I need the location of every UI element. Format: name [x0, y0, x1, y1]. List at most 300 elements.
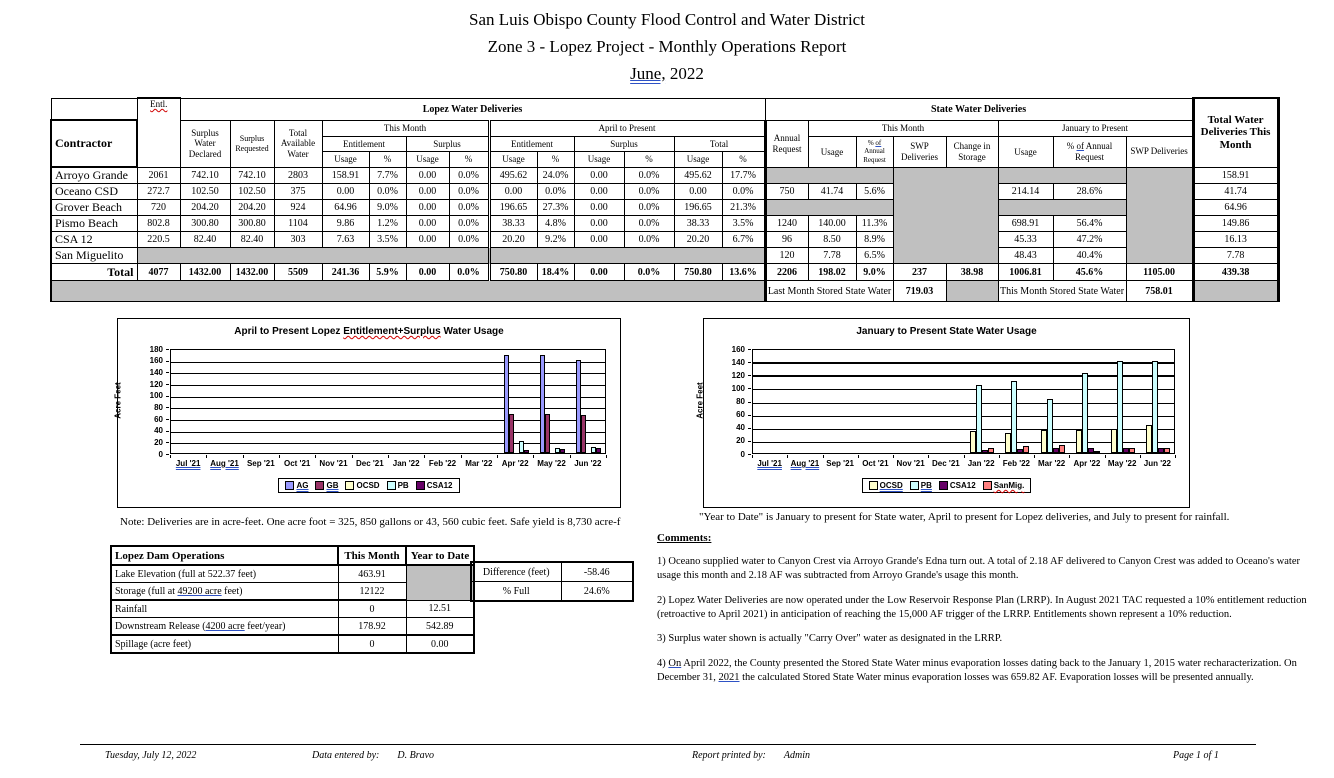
x-tick-mark — [1175, 455, 1176, 458]
y-tick-mark — [166, 431, 169, 432]
plot-area — [170, 349, 606, 454]
cell: 45.6% — [1053, 264, 1126, 281]
deliveries-note: Note: Deliveries are in acre-feet. One acre foot = 325, 850 gallons or 43, 560 cubic feet. Safe yield is 8,730 acre-f — [120, 516, 621, 528]
table-row — [51, 120, 1278, 136]
cell: 0 — [338, 600, 406, 618]
text-segment: Annual Request — [863, 147, 886, 164]
cell: Spillage (acre feet) — [111, 635, 338, 653]
chart-bar — [1094, 451, 1100, 453]
text-segment: Downstream Release ( — [115, 620, 206, 632]
dam-difference-table — [470, 561, 634, 602]
text-segment: Water Usage — [440, 326, 504, 337]
y-tick-mark — [166, 349, 169, 350]
x-axis-label-text: May '22 — [1107, 459, 1137, 468]
y-tick-label: 0 — [740, 449, 745, 459]
x-axis-label-text: Apr '22 — [1073, 459, 1101, 468]
cell: 27.3% — [537, 200, 574, 216]
table-row — [51, 216, 1278, 232]
text-segment: feet) — [221, 585, 243, 597]
x-axis-label-text: Sep '21 — [246, 459, 275, 468]
cell: 41.74 — [1193, 184, 1278, 200]
cell: 0.00 — [574, 264, 624, 281]
cell: -58.46 — [561, 562, 633, 582]
cell: 82.40 — [230, 232, 274, 248]
cell: CSA 12 — [51, 232, 137, 248]
cell: Pismo Beach — [51, 216, 137, 232]
cell: 0.0% — [449, 216, 489, 232]
chart-bar — [1011, 381, 1017, 453]
legend-swatch — [285, 481, 294, 490]
cell — [1126, 167, 1193, 264]
cell — [998, 167, 1126, 184]
x-tick-mark — [858, 455, 859, 458]
legend-item — [285, 481, 308, 490]
cell: Change in Storage — [946, 136, 998, 167]
cell — [946, 281, 998, 302]
cell: Last Month Stored State Water — [765, 281, 893, 302]
cell: SWP Deliveries — [893, 136, 946, 167]
gridline — [753, 416, 1174, 417]
cell: 0.0% — [624, 264, 674, 281]
cell: 0.00 — [406, 200, 449, 216]
cell: 742.10 — [230, 167, 274, 184]
chart-bar — [1164, 448, 1170, 453]
cell: 140.00 — [808, 216, 856, 232]
cell: 102.50 — [230, 184, 274, 200]
comment-item — [657, 657, 1324, 685]
cell: 0.0% — [449, 200, 489, 216]
comments-heading: Comments: — [657, 532, 712, 544]
x-axis-label-text: May '22 — [537, 459, 566, 468]
x-axis-label — [999, 459, 1034, 468]
y-tick-mark — [748, 428, 751, 429]
y-axis-title: Acre Feet — [695, 381, 705, 419]
chart-bar — [1047, 399, 1053, 453]
cell: % — [722, 151, 765, 167]
table-row — [51, 232, 1278, 248]
cell: 9.0% — [856, 264, 893, 281]
x-axis-label-text: Sep '21 — [826, 459, 854, 468]
cell: 1240 — [765, 216, 808, 232]
y-tick-mark — [166, 407, 169, 408]
y-tick-mark — [748, 402, 751, 403]
text-segment: 2021 — [718, 672, 740, 684]
cell: Usage — [574, 151, 624, 167]
cell: 64.96 — [322, 200, 369, 216]
footer-printed-label: Report printed by: — [692, 750, 766, 761]
cell: 0.0% — [624, 216, 674, 232]
plot-area — [752, 349, 1175, 454]
cell: Lopez Dam Operations — [111, 546, 338, 565]
x-axis-label-text: Jul '21 — [175, 459, 201, 468]
x-axis-label-text: Feb '22 — [1002, 459, 1030, 468]
cell: San Miguelito — [51, 248, 137, 264]
cell: 7.78 — [1193, 248, 1278, 264]
y-tick-mark — [166, 419, 169, 420]
x-tick-mark — [752, 455, 753, 458]
x-axis-label — [787, 459, 822, 468]
x-axis-label-text: Mar '22 — [465, 459, 493, 468]
cell: 0.00 — [574, 232, 624, 248]
table-row — [51, 200, 1278, 216]
cell: 0.0% — [449, 167, 489, 184]
legend-label: PB — [397, 481, 409, 490]
cell: 198.02 — [808, 264, 856, 281]
x-tick-mark — [461, 455, 462, 458]
x-axis-label — [461, 459, 497, 468]
cell: 2803 — [274, 167, 322, 184]
cell — [137, 248, 489, 264]
cell: 0.0% — [624, 232, 674, 248]
comment-item — [657, 594, 1324, 622]
y-tick-label: 100 — [149, 391, 163, 401]
cell: 20.20 — [489, 232, 537, 248]
chart-bar — [596, 448, 601, 453]
comments-list — [657, 555, 1324, 685]
cell — [893, 167, 998, 264]
cell: 5.6% — [856, 184, 893, 200]
cell: Total Available Water — [274, 120, 322, 167]
x-axis-label-text: Nov '21 — [896, 459, 925, 468]
cell: 1105.00 — [1126, 264, 1193, 281]
cell: Usage — [674, 151, 722, 167]
cell — [489, 248, 765, 264]
cell: Usage — [998, 136, 1053, 167]
y-tick-mark — [748, 388, 751, 389]
cell: 38.98 — [946, 264, 998, 281]
cell: % — [449, 151, 489, 167]
cell: 13.6% — [722, 264, 765, 281]
table-row — [51, 167, 1278, 184]
cell: 1432.00 — [230, 264, 274, 281]
chart-bar — [560, 449, 565, 453]
cell: 4.8% — [537, 216, 574, 232]
deliveries-table — [50, 97, 1280, 302]
cell: 40.4% — [1053, 248, 1126, 264]
legend-item — [387, 481, 409, 490]
x-axis-label — [533, 459, 569, 468]
text-segment: % — [867, 139, 876, 148]
footer-divider — [80, 744, 1256, 745]
y-tick-mark — [748, 415, 751, 416]
cell: 204.20 — [230, 200, 274, 216]
cell: Usage — [808, 136, 856, 167]
cell: 178.92 — [338, 618, 406, 636]
title-line-2: Zone 3 - Lopez Project - Monthly Operations Report — [487, 37, 847, 56]
cell: 82.40 — [180, 232, 230, 248]
cell: Total Water Deliveries This Month — [1193, 98, 1278, 167]
x-axis-label-text: Oct '21 — [283, 459, 311, 468]
cell: 0.00 — [489, 184, 537, 200]
cell: 0.0% — [449, 184, 489, 200]
legend-swatch — [416, 481, 425, 490]
chart-legend — [704, 478, 1189, 493]
text-segment: 4200 acre — [205, 620, 245, 632]
cell: 742.10 — [180, 167, 230, 184]
x-tick-mark — [606, 455, 607, 458]
text-segment: % — [1066, 141, 1077, 152]
cell — [856, 136, 893, 167]
cell: Grover Beach — [51, 200, 137, 216]
x-axis-label — [352, 459, 388, 468]
x-axis-label-text: Feb '22 — [428, 459, 457, 468]
cell: 2061 — [137, 167, 180, 184]
cell: SWP Deliveries — [1126, 136, 1193, 167]
cell: Lake Elevation (full at 522.37 feet) — [111, 565, 338, 583]
cell: 720 — [137, 200, 180, 216]
x-axis-label — [1034, 459, 1069, 468]
chart-bar — [545, 414, 550, 453]
legend-box — [278, 478, 459, 493]
y-tick-label: 40 — [154, 426, 163, 436]
legend-swatch — [315, 481, 324, 490]
cell: 45.33 — [998, 232, 1053, 248]
cell — [765, 200, 893, 216]
cell: 0.00 — [406, 216, 449, 232]
year-to-date-note: "Year to Date" is January to present for State water, April to present for Lopez deliveries, and July to present for rainfall. — [699, 511, 1230, 523]
x-tick-mark — [1034, 455, 1035, 458]
cell: 439.38 — [1193, 264, 1278, 281]
cell: 102.50 — [180, 184, 230, 200]
cell: Oceano CSD — [51, 184, 137, 200]
x-axis-label-text: Aug '21 — [790, 459, 820, 468]
cell: 463.91 — [338, 565, 406, 583]
x-axis-label — [1140, 459, 1175, 468]
x-axis-label — [170, 459, 206, 468]
x-axis-label-text: Jan '22 — [967, 459, 995, 468]
cell: 272.7 — [137, 184, 180, 200]
y-tick-label: 140 — [731, 357, 745, 367]
table-row — [51, 184, 1278, 200]
cell — [137, 98, 180, 167]
cell: 4077 — [137, 264, 180, 281]
x-tick-mark — [1105, 455, 1106, 458]
footer-entered-label: Data entered by: — [312, 750, 380, 761]
y-tick-mark — [748, 454, 751, 455]
cell: 2206 — [765, 264, 808, 281]
cell — [406, 565, 474, 600]
x-tick-mark — [787, 455, 788, 458]
x-axis-label — [928, 459, 963, 468]
cell: 8.9% — [856, 232, 893, 248]
legend-label: OCSD — [879, 481, 903, 490]
cell: 750.80 — [489, 264, 537, 281]
x-tick-mark — [570, 455, 571, 458]
gridline — [753, 403, 1174, 404]
legend-swatch — [910, 481, 919, 490]
cell: 0.00 — [406, 264, 449, 281]
cell: This Month — [338, 546, 406, 565]
text-segment: Storage (full at — [115, 585, 178, 597]
cell: 196.65 — [489, 200, 537, 216]
x-tick-mark — [497, 455, 498, 458]
cell: 300.80 — [180, 216, 230, 232]
cell: 0.00 — [406, 184, 449, 200]
cell: 0.00 — [406, 167, 449, 184]
title-line-3 — [0, 60, 1334, 87]
x-axis-label — [858, 459, 893, 468]
cell: 7.7% — [369, 167, 406, 184]
cell: 241.36 — [322, 264, 369, 281]
x-tick-mark — [1140, 455, 1141, 458]
x-tick-mark — [1069, 455, 1070, 458]
cell: This Month Stored State Water — [998, 281, 1126, 302]
x-axis-label — [206, 459, 242, 468]
cell: 24.6% — [561, 582, 633, 602]
x-axis-label — [1105, 459, 1140, 468]
chart-bar — [581, 415, 586, 453]
report-title — [0, 6, 1334, 87]
cell: 48.43 — [998, 248, 1053, 264]
legend-box — [862, 478, 1032, 493]
cell: 96 — [765, 232, 808, 248]
cell: State Water Deliveries — [765, 98, 1193, 120]
x-axis-label — [424, 459, 460, 468]
cell — [998, 200, 1126, 216]
cell: Contractor — [51, 120, 137, 167]
table-row — [51, 248, 1278, 264]
y-tick-label: 60 — [154, 414, 163, 424]
table-row — [471, 582, 633, 602]
cell: 0.0% — [624, 167, 674, 184]
chart-bar — [1059, 445, 1065, 453]
x-axis-label-text: Dec '21 — [355, 459, 384, 468]
cell: 0.00 — [322, 184, 369, 200]
y-tick-mark — [166, 384, 169, 385]
cell — [111, 618, 338, 636]
cell: 1006.81 — [998, 264, 1053, 281]
y-tick-label: 160 — [731, 344, 745, 354]
legend-item — [910, 481, 932, 490]
cell: 1.2% — [369, 216, 406, 232]
cell: 56.4% — [1053, 216, 1126, 232]
cell: 20.20 — [674, 232, 722, 248]
cell: 149.86 — [1193, 216, 1278, 232]
y-tick-label: 120 — [731, 370, 745, 380]
lopez-usage-chart — [113, 318, 621, 508]
cell: 0.00 — [406, 232, 449, 248]
legend-swatch — [983, 481, 992, 490]
cell: 542.89 — [406, 618, 474, 636]
legend-label: AG — [296, 481, 309, 490]
x-axis-label — [964, 459, 999, 468]
y-tick-mark — [166, 361, 169, 362]
text-segment: Annual Request — [1075, 141, 1113, 162]
x-axis-label — [315, 459, 351, 468]
y-tick-label: 80 — [736, 397, 745, 406]
cell: % — [537, 151, 574, 167]
cell: 1432.00 — [180, 264, 230, 281]
cell: 802.8 — [137, 216, 180, 232]
cell: 0.0% — [369, 184, 406, 200]
cell: Surplus Water Declared — [180, 120, 230, 167]
footer-date: Tuesday, July 12, 2022 — [105, 750, 197, 761]
cell: 9.2% — [537, 232, 574, 248]
chart-title — [118, 326, 620, 337]
chart-bar — [1152, 361, 1158, 453]
cell: 21.3% — [722, 200, 765, 216]
chart-bar — [509, 414, 514, 453]
cell: 158.91 — [322, 167, 369, 184]
cell — [1053, 136, 1126, 167]
cell: 3.5% — [722, 216, 765, 232]
cell: 750 — [765, 184, 808, 200]
x-axis-label-text: Apr '22 — [501, 459, 529, 468]
cell: Surplus — [574, 136, 674, 151]
cell: 5.9% — [369, 264, 406, 281]
y-tick-label: 180 — [149, 344, 163, 354]
cell: Total — [51, 264, 137, 281]
cell: Usage — [406, 151, 449, 167]
gridline — [753, 389, 1174, 390]
table-row — [111, 600, 474, 618]
cell: 64.96 — [1193, 200, 1278, 216]
legend-label: OCSD — [356, 481, 380, 490]
x-axis-label — [752, 459, 787, 468]
x-tick-mark — [823, 455, 824, 458]
cell: 924 — [274, 200, 322, 216]
cell: 0.0% — [449, 264, 489, 281]
y-tick-label: 100 — [731, 383, 745, 393]
cell: 0.00 — [406, 635, 474, 653]
cell: 17.7% — [722, 167, 765, 184]
text-segment: April to Present Lopez — [234, 326, 344, 337]
cell — [51, 281, 765, 302]
cell: 495.62 — [489, 167, 537, 184]
cell: January to Present — [998, 120, 1193, 136]
x-tick-mark — [206, 455, 207, 458]
x-tick-mark — [352, 455, 353, 458]
dam-operations-table — [110, 545, 475, 654]
cell: 8.50 — [808, 232, 856, 248]
cell: 375 — [274, 184, 322, 200]
legend-swatch — [939, 481, 948, 490]
cell: 220.5 — [137, 232, 180, 248]
x-axis-label — [1069, 459, 1104, 468]
table-row — [471, 562, 633, 582]
table-row — [111, 635, 474, 653]
legend-label: PB — [920, 481, 932, 490]
legend-item — [315, 481, 338, 490]
cell: 0.00 — [574, 184, 624, 200]
cell: Rainfall — [111, 600, 338, 618]
cell: Annual Request — [765, 120, 808, 167]
cell: 0.0% — [624, 200, 674, 216]
cell: 303 — [274, 232, 322, 248]
state-usage-chart — [695, 318, 1190, 508]
chart-bar — [1023, 446, 1029, 453]
y-tick-mark — [166, 372, 169, 373]
chart-bar — [976, 385, 982, 453]
cell: Lopez Water Deliveries — [180, 98, 765, 120]
cell: 0.00 — [674, 184, 722, 200]
footer-printed-value: Admin — [783, 750, 810, 761]
x-axis-label-text: Jan '22 — [392, 459, 420, 468]
text-segment: feet/year) — [244, 620, 286, 632]
x-tick-mark — [315, 455, 316, 458]
x-tick-mark — [170, 455, 171, 458]
comment-item — [657, 555, 1324, 583]
cell: 38.33 — [674, 216, 722, 232]
x-axis-label-text: Dec '21 — [932, 459, 960, 468]
chart-legend — [118, 478, 620, 493]
cell: 28.6% — [1053, 184, 1126, 200]
x-axis-label-text: Jun '22 — [1143, 459, 1171, 468]
cell: Usage — [322, 151, 369, 167]
legend-swatch — [345, 481, 354, 490]
cell: 9.86 — [322, 216, 369, 232]
x-axis-label — [243, 459, 279, 468]
